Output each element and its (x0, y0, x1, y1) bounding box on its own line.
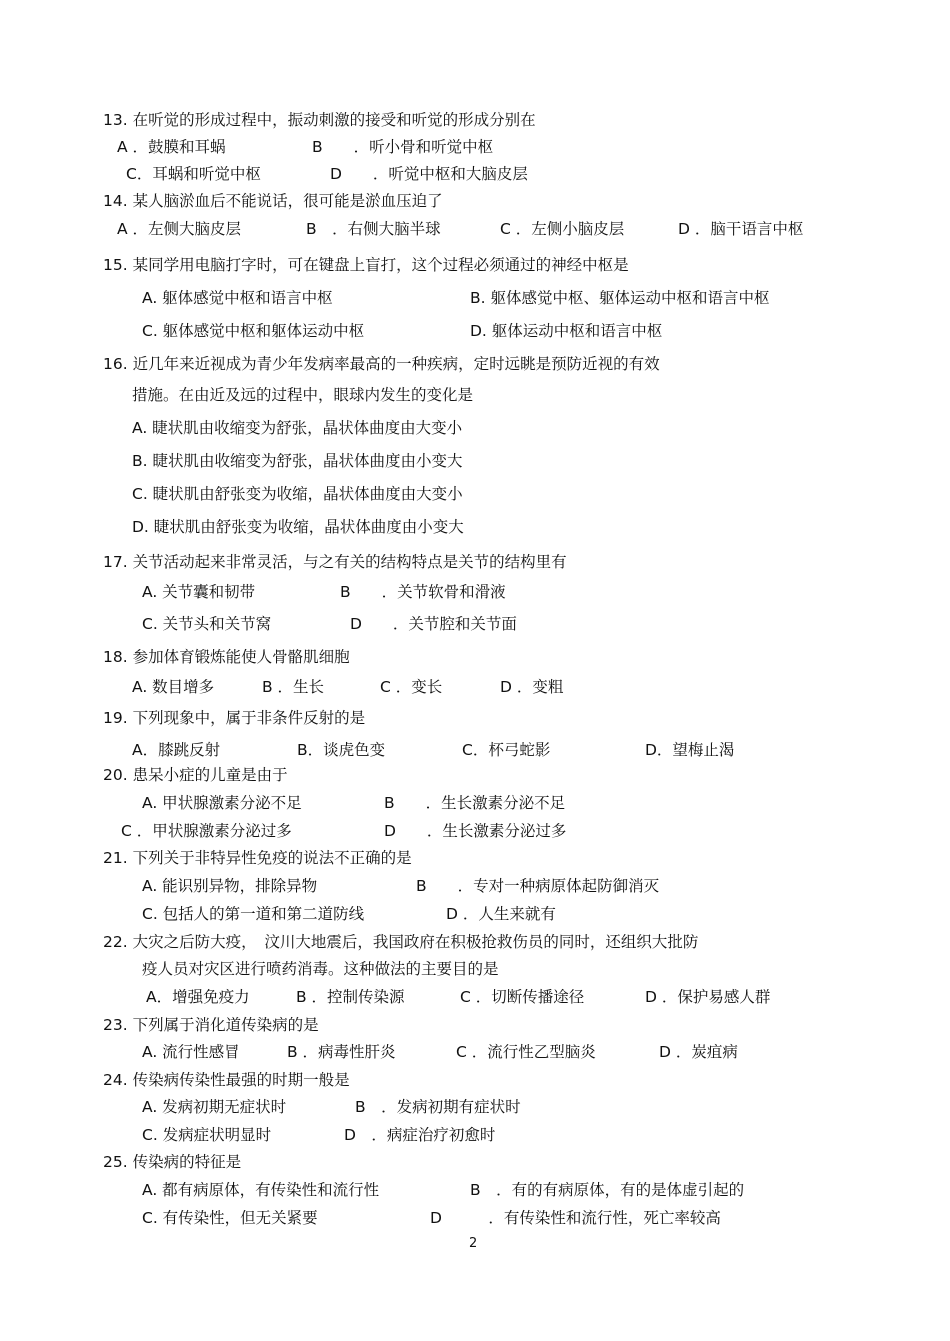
q16-option-a: A. 睫状肌由收缩变为舒张，晶状体曲度由大变小 (132, 419, 463, 437)
q24-option-d: D ．病症治疗初愈时 (344, 1126, 496, 1144)
question-22-cont: 疫人员对灾区进行喷药消毒。这种做法的主要目的是 (142, 960, 499, 978)
q19-option-a: A．膝跳反射 (132, 741, 221, 759)
q18-option-c: C ．变长 (380, 678, 443, 696)
question-16: 16. 近几年来近视成为青少年发病率最高的一种疾病，定时远眺是预防近视的有效 (103, 355, 660, 373)
q25-option-d: D ．有传染性和流行性，死亡率较高 (430, 1209, 721, 1227)
question-13: 13. 在听觉的形成过程中，振动刺激的接受和听觉的形成分别在 (103, 111, 536, 129)
q24-option-c: C. 发病症状明显时 (142, 1126, 272, 1144)
q19-option-b: B．谈虎色变 (297, 741, 386, 759)
q13-option-a: A ．鼓膜和耳蜗 (117, 138, 226, 156)
q17-option-b: B ．关节软骨和滑液 (340, 583, 506, 601)
question-17: 17. 关节活动起来非常灵活，与之有关的结构特点是关节的结构里有 (103, 553, 567, 571)
q23-option-c: C ．流行性乙型脑炎 (456, 1043, 596, 1061)
q14-option-c: C ．左侧小脑皮层 (500, 220, 625, 238)
question-23: 23. 下列属于消化道传染病的是 (103, 1016, 319, 1034)
q25-option-c: C. 有传染性，但无关紧要 (142, 1209, 318, 1227)
question-16-cont: 措施。在由近及远的过程中，眼球内发生的变化是 (132, 386, 474, 404)
q25-option-b: B ．有的有病原体，有的是体虚引起的 (470, 1181, 745, 1199)
q23-option-a: A. 流行性感冒 (142, 1043, 240, 1061)
q21-option-b: B ．专对一种病原体起防御消灭 (416, 877, 660, 895)
q13-option-d: D ．听觉中枢和大脑皮层 (330, 165, 528, 183)
q15-option-b: B. 躯体感觉中枢、躯体运动中枢和语言中枢 (470, 289, 770, 307)
q24-option-b: B ．发病初期有症状时 (355, 1098, 521, 1116)
q23-option-b: B ．病毒性肝炎 (287, 1043, 396, 1061)
question-22: 22. 大灾之后防大疫， 汶川大地震后，我国政府在积极抢救伤员的同时，还组织大批防 (103, 933, 699, 951)
q19-option-c: C．杯弓蛇影 (462, 741, 551, 759)
q22-option-d: D ．保护易感人群 (645, 988, 771, 1006)
q13-option-c: C．耳蜗和听觉中枢 (126, 165, 261, 183)
question-19: 19. 下列现象中，属于非条件反射的是 (103, 709, 366, 727)
q24-option-a: A. 发病初期无症状时 (142, 1098, 287, 1116)
q15-option-d: D. 躯体运动中枢和语言中枢 (470, 322, 663, 340)
q14-option-b: B ．右侧大脑半球 (306, 220, 441, 238)
question-25: 25. 传染病的特征是 (103, 1153, 242, 1171)
q22-option-a: A．增强免疫力 (146, 988, 250, 1006)
q20-option-c: C ．甲状腺激素分泌过多 (121, 822, 292, 840)
q22-option-b: B ．控制传染源 (296, 988, 405, 1006)
question-20: 20. 患呆小症的儿童是由于 (103, 766, 288, 784)
q17-option-a: A. 关节囊和韧带 (142, 583, 256, 601)
q16-option-d: D. 睫状肌由舒张变为收缩，晶状体曲度由小变大 (132, 518, 464, 536)
q23-option-d: D ．炭疽病 (659, 1043, 738, 1061)
q15-option-a: A. 躯体感觉中枢和语言中枢 (142, 289, 333, 307)
q20-option-a: A. 甲状腺激素分泌不足 (142, 794, 302, 812)
question-18: 18. 参加体育锻炼能使人骨骼肌细胞 (103, 648, 350, 666)
q25-option-a: A. 都有病原体，有传染性和流行性 (142, 1181, 380, 1199)
q19-option-d: D．望梅止渴 (645, 741, 735, 759)
q18-option-a: A. 数目增多 (132, 678, 215, 696)
question-15: 15. 某同学用电脑打字时，可在键盘上盲打，这个过程必须通过的神经中枢是 (103, 256, 629, 274)
q15-option-c: C. 躯体感觉中枢和躯体运动中枢 (142, 322, 365, 340)
q13-option-b: B ．听小骨和听觉中枢 (312, 138, 494, 156)
question-24: 24. 传染病传染性最强的时期一般是 (103, 1071, 350, 1089)
q14-option-a: A ．左侧大脑皮层 (117, 220, 242, 238)
q18-option-b: B ．生长 (262, 678, 325, 696)
q20-option-b: B ．生长激素分泌不足 (384, 794, 566, 812)
q17-option-c: C. 关节头和关节窝 (142, 615, 272, 633)
q14-option-d: D ．脑干语言中枢 (678, 220, 804, 238)
q21-option-c: C. 包括人的第一道和第二道防线 (142, 905, 365, 923)
q21-option-a: A. 能识别异物，排除异物 (142, 877, 318, 895)
page-number: 2 (469, 1236, 478, 1251)
q21-option-d: D ．人生来就有 (446, 905, 556, 923)
question-14: 14. 某人脑淤血后不能说话，很可能是淤血压迫了 (103, 192, 443, 210)
q16-option-b: B. 睫状肌由收缩变为舒张，晶状体曲度由小变大 (132, 452, 463, 470)
q16-option-c: C. 睫状肌由舒张变为收缩，晶状体曲度由大变小 (132, 485, 463, 503)
q17-option-d: D ．关节腔和关节面 (350, 615, 517, 633)
q20-option-d: D ．生长激素分泌过多 (384, 822, 567, 840)
question-21: 21. 下列关于非特异性免疫的说法不正确的是 (103, 849, 412, 867)
q22-option-c: C ．切断传播途径 (460, 988, 585, 1006)
q18-option-d: D ．变粗 (500, 678, 564, 696)
